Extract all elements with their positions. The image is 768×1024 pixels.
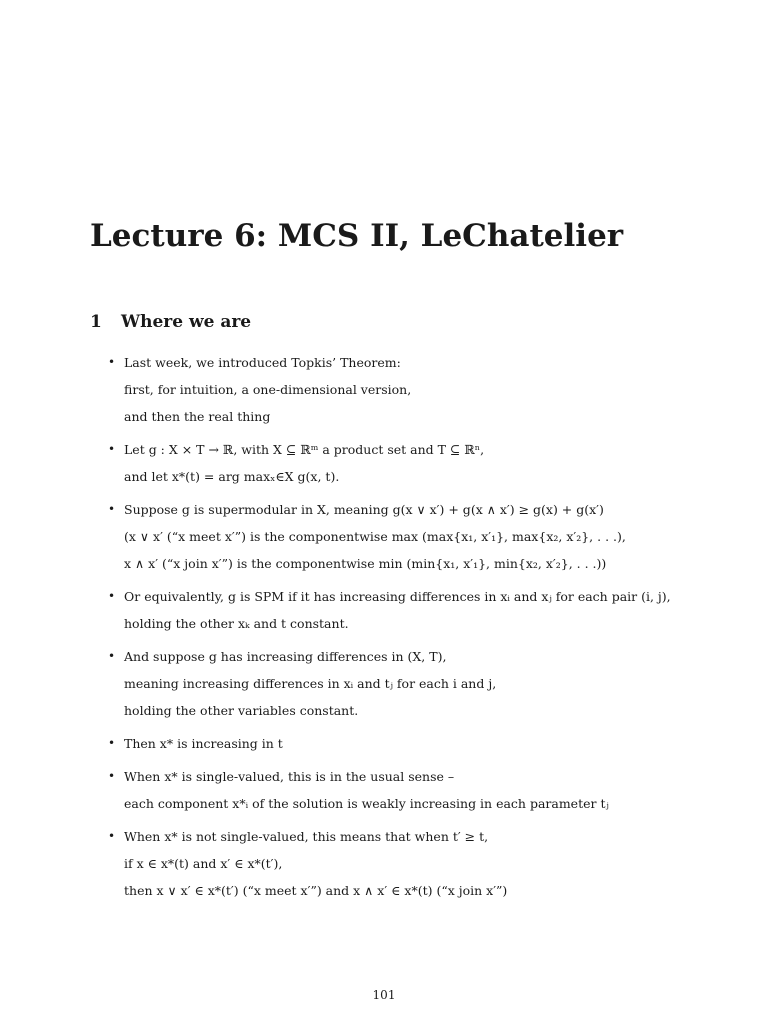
bullet-marker: • — [108, 502, 116, 516]
bullet-line: holding the other xₖ and t constant. — [124, 616, 349, 631]
bullet-line: Let g : X × T → ℝ, with X ⊆ ℝᵐ a product set and T ⊆ ℝⁿ, — [124, 442, 485, 457]
bullet-item — [108, 436, 748, 490]
bullet-line: When x* is single-valued, this is in the usual sense – — [124, 769, 455, 784]
bullet-line: each component x*ᵢ of the solution is weakly increasing in each parameter tⱼ — [124, 796, 609, 811]
bullet-line: Suppose g is supermodular in X, meaning g(x ∨ x′) + g(x ∧ x′) ≥ g(x) + g(x′) — [124, 502, 604, 517]
bullet-line: Or equivalently, g is SPM if it has increasing differences in xᵢ and xⱼ for each pair (i, j), — [124, 589, 671, 604]
bullet-item — [108, 349, 748, 430]
bullet-item — [108, 496, 748, 577]
bullet-line: and let x*(t) = arg maxₓ∈X g(x, t). — [124, 469, 340, 484]
bullet-line: (x ∨ x′ (“x meet x′”) is the componentwise max (max{x₁, x′₁}, max{x₂, x′₂}, . . .), — [124, 529, 626, 544]
bullet-line: And suppose g has increasing differences in (X, T), — [124, 649, 447, 664]
bullet-line: if x ∈ x*(t) and x′ ∈ x*(t′), — [124, 856, 283, 871]
bullet-item — [108, 730, 748, 757]
bullet-item — [108, 823, 748, 904]
bullet-item — [108, 643, 748, 724]
bullet-line: holding the other variables constant. — [124, 703, 359, 718]
bullet-line: x ∧ x′ (“x join x′”) is the componentwise min (min{x₁, x′₁}, min{x₂, x′₂}, . . .)) — [124, 556, 607, 571]
bullet-marker: • — [108, 649, 116, 663]
bullet-item — [108, 763, 748, 817]
bullet-line: and then the real thing — [124, 409, 271, 424]
bullet-marker: • — [108, 736, 116, 750]
bullet-marker: • — [108, 442, 116, 456]
section-number: 1 — [90, 312, 102, 332]
bullet-item — [108, 583, 748, 637]
bullet-line: first, for intuition, a one-dimensional version, — [124, 382, 412, 397]
bullet-line: meaning increasing differences in xᵢ and tⱼ for each i and j, — [124, 676, 497, 691]
bullet-line: Last week, we introduced Topkis’ Theorem: — [124, 355, 401, 370]
bullet-line: then x ∨ x′ ∈ x*(t′) (“x meet x′”) and x ∧ x′ ∈ x*(t) (“x join x′”) — [124, 883, 508, 898]
bullet-line: When x* is not single-valued, this means that when t′ ≥ t, — [124, 829, 489, 844]
section-title: Where we are — [121, 312, 252, 332]
section-heading — [90, 312, 251, 332]
bullet-marker: • — [108, 589, 116, 603]
bullet-marker: • — [108, 355, 116, 369]
page-title: Lecture 6: MCS II, LeChatelier — [90, 218, 624, 254]
bullet-list — [108, 349, 748, 910]
bullet-line: Then x* is increasing in t — [124, 736, 283, 751]
bullet-marker: • — [108, 769, 116, 783]
page-number: 101 — [372, 988, 396, 1002]
bullet-marker: • — [108, 829, 116, 843]
